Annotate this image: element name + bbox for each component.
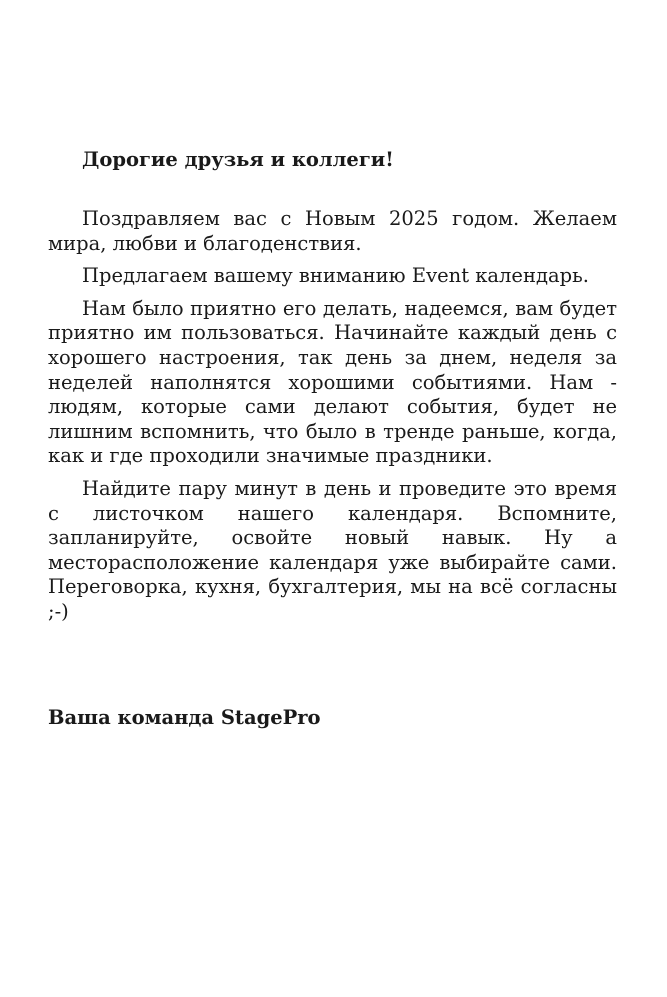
paragraph-about-calendar: Нам было приятно его делать, надеемся, вам будет приятно им пользоваться. Начинайте каждый день с хорошего настроения, так день за днем, неделя за неделей наполнятся хорошими событиями. Нам - людям, которые сами делают события, будет не лишним вспомнить, что было в тренде раньше, когда, как и где проходили значимые праздники. xyxy=(48,296,617,468)
letter-greeting: Дорогие друзья и коллеги! xyxy=(82,148,394,171)
paragraph-calendar-offer: Предлагаем вашему вниманию Event календарь. xyxy=(82,264,589,288)
paragraph-usage-tips: Найдите пару минут в день и проведите это время с листочком нашего календаря. Вспомните, запланируйте, освойте новый навык. Ну а месторасположение календаря уже выбирайте сами. Переговорка, кухня, бухгалтерия, мы на всё согласны ;-) xyxy=(48,476,617,623)
letter-body xyxy=(48,207,617,633)
letter-signature: Ваша команда StagePro xyxy=(48,706,321,729)
paragraph-congratulations: Поздравляем вас с Новым 2025 годом. Желаем мира, любви и благоденствия. xyxy=(48,207,617,255)
